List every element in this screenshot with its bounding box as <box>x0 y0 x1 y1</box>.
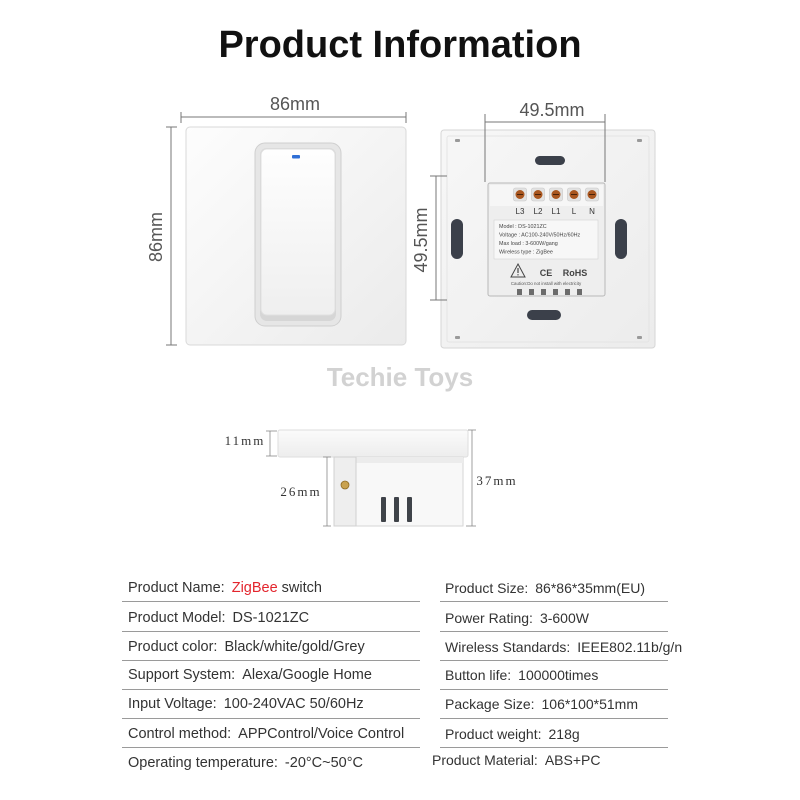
row-divider <box>440 718 668 719</box>
module-depth-dimension-line <box>323 457 331 526</box>
module-voltage-text: Voltage : AC100-240V/50Hz/60Hz <box>499 232 581 239</box>
front-height-label: 86mm <box>146 211 166 263</box>
spec-value: ABS+PC <box>544 752 601 768</box>
ce-mark: CE <box>539 268 553 278</box>
spec-label: Operating temperature: <box>128 755 278 771</box>
spec-value: switch <box>281 580 322 596</box>
spec-power-rating <box>445 608 589 628</box>
spec-value: 100-240VAC 50/60Hz <box>223 696 364 712</box>
spec-label: Product Size: <box>445 580 529 596</box>
spec-button-life <box>445 665 598 685</box>
front-height-dimension-line <box>166 127 177 345</box>
module-model-text: Model : DS-1021ZC <box>499 224 547 230</box>
spec-value: 106*100*51mm <box>541 696 639 712</box>
spec-operating-temperature <box>128 753 363 773</box>
back-view <box>411 100 655 348</box>
spec-label: Support System: <box>128 667 236 683</box>
spec-value: APPControl/Voice Control <box>238 726 405 742</box>
spec-value: 218g <box>548 726 580 742</box>
row-divider <box>122 718 420 719</box>
row-divider <box>122 601 420 602</box>
right-slot <box>615 219 627 259</box>
spec-label: Product color: <box>128 639 218 655</box>
row-divider <box>440 747 668 748</box>
row-divider <box>440 601 668 602</box>
row-divider <box>122 689 420 690</box>
terminal-label-l: L <box>571 207 577 216</box>
watermark: Techie Toys <box>326 362 474 392</box>
spec-value: DS-1021ZC <box>232 610 310 626</box>
spec-product-weight <box>445 724 580 744</box>
spec-value: 3-600W <box>539 610 589 626</box>
side-view <box>225 430 518 526</box>
spec-product-name <box>128 578 322 598</box>
back-height-label: 49.5mm <box>411 207 431 273</box>
side-terminal-face <box>334 457 356 526</box>
spec-label: Input Voltage: <box>128 696 217 712</box>
terminal-label-l3: L3 <box>515 207 525 216</box>
row-divider <box>122 747 420 748</box>
top-slot <box>535 156 565 165</box>
spec-label: Control method: <box>128 726 232 742</box>
terminal-label-l2: L2 <box>533 207 543 216</box>
spec-label: Button life: <box>445 667 512 683</box>
spec-package-size <box>445 694 638 714</box>
spec-label: Product weight: <box>445 726 542 742</box>
spec-highlight: ZigBee <box>231 580 278 596</box>
terminal-block <box>514 188 599 201</box>
relay-module <box>488 183 605 296</box>
row-divider <box>440 660 668 661</box>
plate-thickness-dimension-line <box>266 431 277 456</box>
side-wall-plate <box>278 430 468 457</box>
module-depth-label: 26mm <box>280 484 322 499</box>
spec-label: Product Name: <box>128 580 225 596</box>
spec-value: 100000times <box>518 667 599 683</box>
rocker-button <box>261 149 335 315</box>
spec-value: Alexa/Google Home <box>242 667 372 683</box>
total-depth-label: 37mm <box>476 473 518 488</box>
front-width-label: 86mm <box>269 94 321 114</box>
spec-input-voltage <box>128 694 364 714</box>
spec-label: Wireless Standards: <box>445 639 571 655</box>
front-view <box>146 94 406 345</box>
spec-label: Package Size: <box>445 696 535 712</box>
spec-wireless-standards <box>445 637 682 657</box>
spec-value: IEEE802.11b/g/n <box>577 639 683 655</box>
spec-control-method <box>128 724 404 744</box>
plate-thickness-label: 11mm <box>224 433 266 448</box>
led-indicator <box>292 155 300 159</box>
spec-product-size <box>445 578 645 598</box>
row-divider <box>122 631 420 632</box>
bottom-slot <box>527 310 561 320</box>
spec-value: 86*86*35mm(EU) <box>535 580 645 596</box>
terminal-label-l1: L1 <box>551 207 561 216</box>
terminal-label-n: N <box>589 207 595 216</box>
module-max-load-text: Max load : 3-600W/gang <box>499 241 558 247</box>
spec-label: Product Material: <box>432 752 538 768</box>
row-divider <box>122 660 420 661</box>
spec-product-material <box>432 750 600 770</box>
spec-value: Black/white/gold/Grey <box>224 639 365 655</box>
back-width-label: 49.5mm <box>519 100 585 120</box>
module-wireless-text: Wireless type : ZigBee <box>499 249 553 256</box>
spec-label: Power Rating: <box>445 610 533 626</box>
spec-support-system <box>128 665 372 685</box>
left-slot <box>451 219 463 259</box>
side-terminal-screw <box>341 481 349 489</box>
page-title: Product Information <box>218 24 582 66</box>
rohs-mark: RoHS <box>562 268 588 278</box>
row-divider <box>440 689 668 690</box>
spec-product-model <box>128 608 309 628</box>
caution-text: Caution:Do not install with electricity <box>510 281 582 286</box>
side-vent-slots <box>381 497 412 522</box>
side-module-lip <box>356 457 463 463</box>
spec-value: -20°C~50°C <box>284 755 364 771</box>
spec-label: Product Model: <box>128 610 226 626</box>
row-divider <box>440 631 668 632</box>
spec-product-color <box>128 637 365 657</box>
